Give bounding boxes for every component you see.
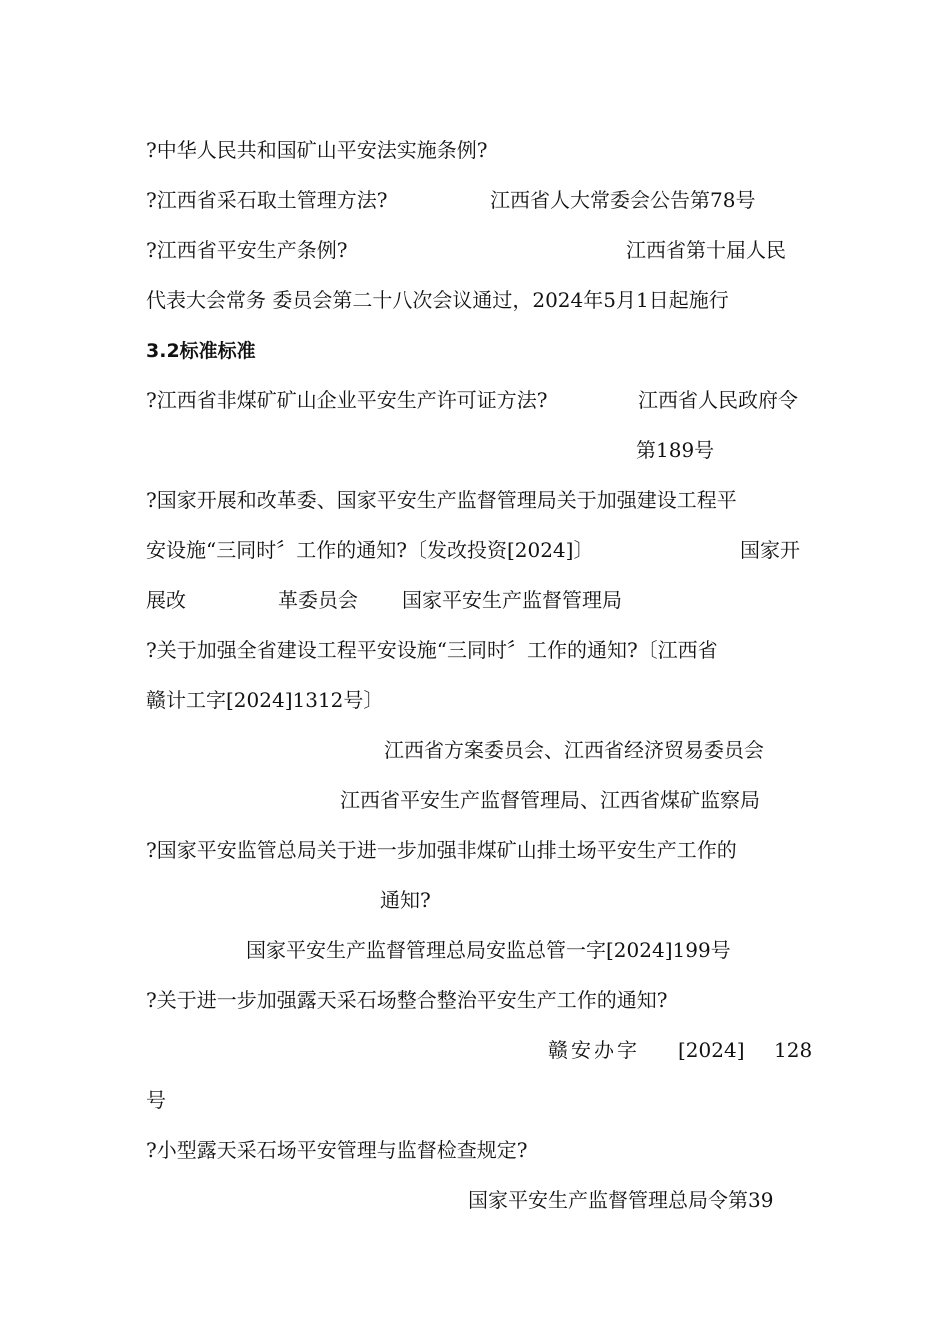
law-source-safety-administration: 国家平安生产监督管理局 bbox=[402, 588, 622, 612]
law-title-quarry-management: ?江西省采石取土管理方法? bbox=[146, 188, 388, 212]
law-source-people-congress: 江西省第十届人民 bbox=[626, 238, 786, 262]
law-title-dump-site-safety-cont: 通知? bbox=[380, 888, 431, 912]
law-source-order-number-189: 第189号 bbox=[636, 438, 715, 462]
law-title-quarry-consolidation: ?关于进一步加强露天采石场整合整治平安生产工作的通知? bbox=[146, 988, 668, 1012]
law-source-announcement-78: 江西省人大常委会公告第78号 bbox=[490, 188, 756, 212]
law-title-three-simultaneous-national-cont: 安设施“三同时〞工作的通知?〔发改投资[2024]〕 bbox=[146, 538, 594, 562]
law-source-government-order: 江西省人民政府令 bbox=[638, 388, 798, 412]
law-source-order-39: 国家平安生产监督管理总局令第39 bbox=[468, 1188, 774, 1212]
law-title-three-simultaneous-province: ?关于加强全省建设工程平安设施“三同时〞工作的通知?〔江西省 bbox=[146, 638, 718, 662]
law-source-ndrc-part3: 革委员会 bbox=[278, 588, 358, 612]
section-heading-standards: 3.2标准标准 bbox=[146, 340, 256, 362]
law-title-safety-production-regulations: ?江西省平安生产条例? bbox=[146, 238, 348, 262]
law-title-non-coal-mine-license: ?江西省非煤矿矿山企业平安生产许可证方法? bbox=[146, 388, 548, 412]
law-source-ndrc-part2: 展改 bbox=[146, 588, 186, 612]
law-title-dump-site-safety: ?国家平安监管总局关于进一步加强非煤矿山排土场平安生产工作的 bbox=[146, 838, 737, 862]
law-title-document-number-1312: 赣计工字[2024]1312号〕 bbox=[146, 688, 384, 712]
law-source-gan-an-ban: 赣安办字 bbox=[548, 1038, 640, 1062]
law-title-small-quarry-inspection: ?小型露天采石场平安管理与监督检查规定? bbox=[146, 1138, 528, 1162]
law-source-continuation: 代表大会常务 委员会第二十八次会议通过，2024年5月1日起施行 bbox=[146, 288, 729, 312]
law-source-ndrc-part1: 国家开 bbox=[740, 538, 800, 562]
law-source-safety-coal-bureau: 江西省平安生产监督管理局、江西省煤矿监察局 bbox=[340, 788, 760, 812]
law-source-year-bracket: [2024] bbox=[678, 1038, 745, 1062]
law-source-number-128: 128 bbox=[774, 1038, 813, 1062]
law-title-three-simultaneous-national: ?国家开展和改革委、国家平安生产监督管理局关于加强建设工程平 bbox=[146, 488, 737, 512]
law-source-document-199: 国家平安生产监督管理总局安监总管一字[2024]199号 bbox=[246, 938, 731, 962]
law-source-planning-economic-commission: 江西省方案委员会、江西省经济贸易委员会 bbox=[384, 738, 764, 762]
law-title-mine-safety-regulations: ?中华人民共和国矿山平安法实施条例? bbox=[146, 138, 488, 162]
law-source-hao: 号 bbox=[146, 1088, 166, 1112]
